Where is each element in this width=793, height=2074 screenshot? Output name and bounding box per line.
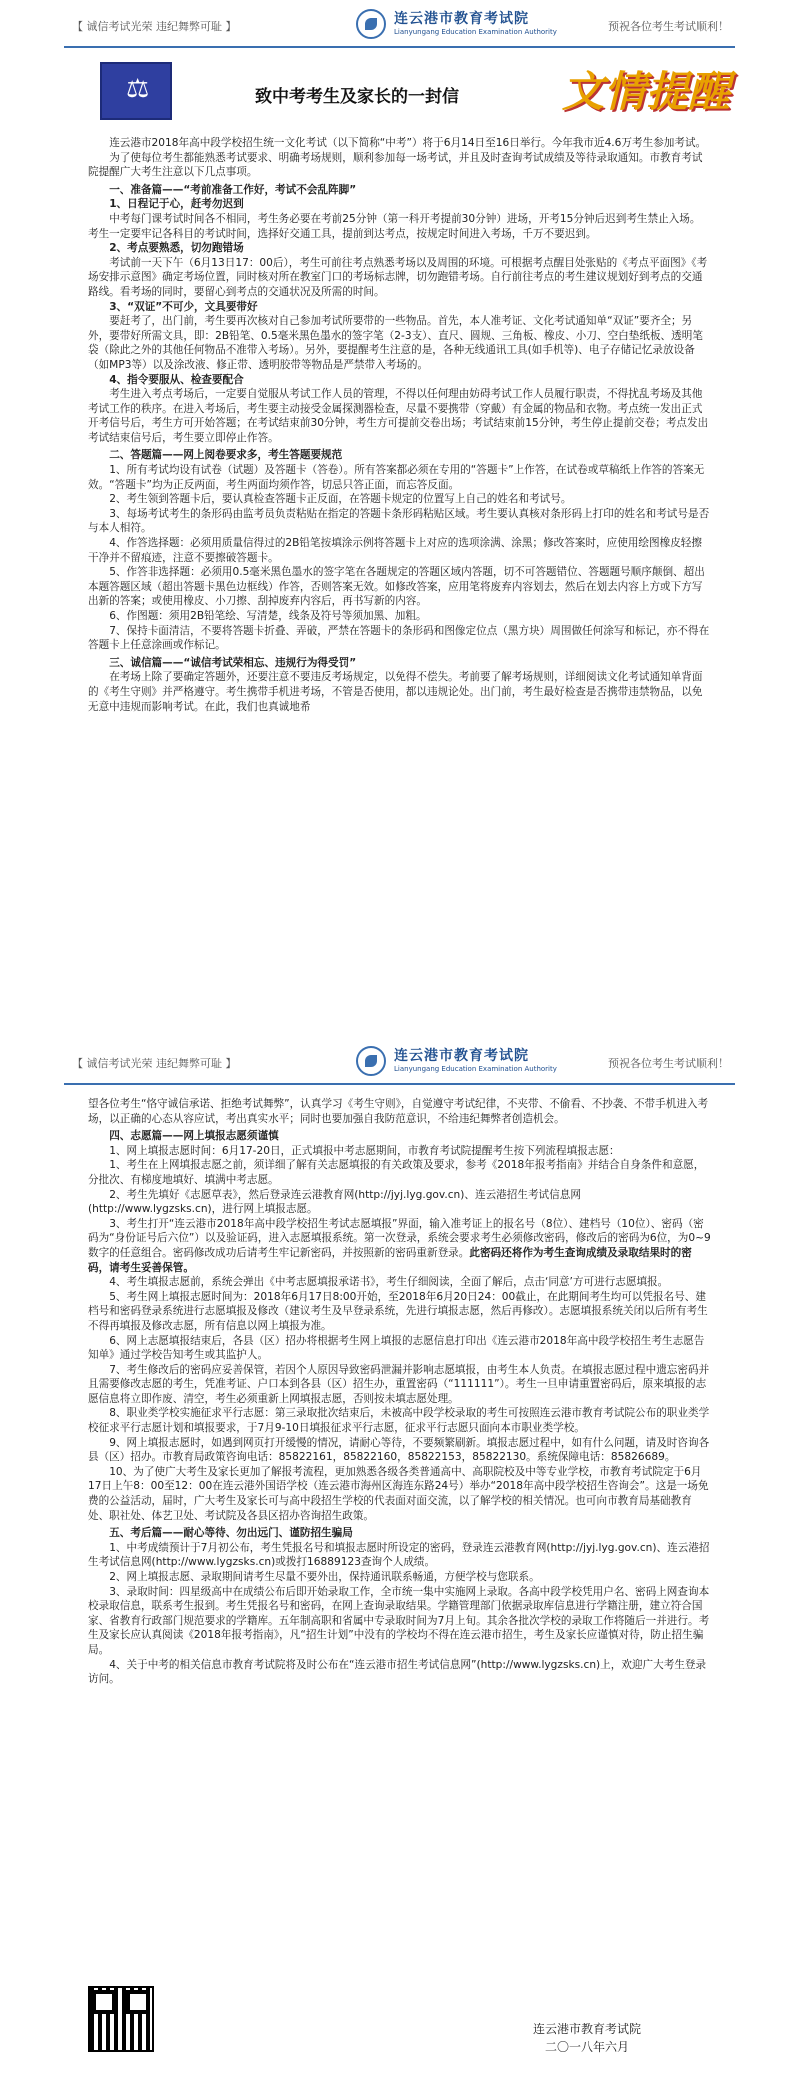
section-1-text-4: 考生进入考点考场后，一定要自觉服从考试工作人员的管理，不得以任何理由妨碍考试工作人员履行职责，不得扰乱考场及其他考试工作的秩序。在进入考场后，考生要主动接受金属探测器检查，尽量不要携带（穿戴）有金属的物品和衣物。考点统一发出正式开考信号后，考生方可开始答题；在考试结束前30分钟，考生方可提前交卷出场；考试结束前15分钟，考生停止提前交卷；考点发出考试结束信号后，考生要立即停止作答。 — [88, 388, 709, 444]
page-header — [64, 6, 735, 48]
section-2-item: 5、作答非选择题：必须用0.5毫米黑色墨水的签字笔在各题规定的答题区域内答题，切不可答题错位、答题题号顺序颠倒、超出本题答题区域（超出答题卡黑色边框线）作答，否则答案无效。如修改答案，应用笔将废弃内容划去，然后在划去内容上方或下方写出新的答案；或使用橡皮、小刀擦、刮掉废弃内容后，再书写新的内容。 — [88, 566, 705, 608]
logo-text-en: Lianyungang Education Examination Authority — [394, 1065, 557, 1073]
section-2-item: 4、作答选择题：必须用质量信得过的2B铅笔按填涂示例将答题卡上对应的选项涂满、涂黑；修改答案时，应使用绘图橡皮轻擦干净并不留痕迹，注意不要擦破答题卡。 — [88, 537, 702, 564]
section-2-item: 6、作图题：须用2B铅笔绘、写清楚，线条及符号等须加黑、加粗。 — [109, 610, 427, 622]
section-2-item: 2、考生领到答题卡后，要认真检查答题卡正反面，在答题卡规定的位置写上自己的姓名和考试号。 — [109, 493, 572, 506]
section-4-item: 4、考生填报志愿前，系统会弹出《中考志愿填报承诺书》，考生仔细阅读，全面了解后，点击‘同意’方可进行志愿填报。 — [109, 1276, 669, 1289]
authority-emblem-icon — [356, 9, 386, 39]
wish-slogan: 预祝各位考生考试顺利！ — [608, 20, 729, 33]
letter-body-part-2 — [88, 1097, 711, 1687]
section-2-item: 1、所有考试均设有试卷（试题）及答题卡（答卷）。所有答案都必须在专用的“答题卡”上作答，在试卷或草稿纸上作答的答案无效。“答题卡”均为正反两面，考生两面均须作答，切忌只答正面，而忘答反面。 — [88, 464, 705, 491]
section-4-item: 1、考生在上网填报志愿之前，须详细了解有关志愿填报的有关政策及要求，参考《2018年报考指南》并结合自身条件和意愿，分批次、有梯度地填好、填满中考志愿。 — [88, 1159, 705, 1186]
page-2 — [0, 1037, 793, 2074]
section-2-item: 7、保持卡面清洁，不要将答题卡折叠、弄破，严禁在答题卡的条形码和图像定位点（黑方块）周围做任何涂写和标记，亦不得在答题卡上任意涂画或作标记。 — [88, 624, 710, 652]
section-5-item: 4、关于中考的相关信息市教育考试院将及时公布在“连云港市招生考试信息网”(http://www.lygzsks.cn)上，欢迎广大考生登录访问。 — [88, 1658, 707, 1686]
section-4-item-3-text: 3、考生打开“连云港市2018年高中段学校招生考试志愿填报”界面，输入准考证上的报名号（8位）、建档号（10位）、密码（密码为“身份证号后六位”）以及验证码，进入志愿填报系统。第一次登录，系统会要求考生必须修改密码，修改后的密码为6位，为0~9数字的任意组合。密码修改成功后请考生牢记新密码，并按照新的密码重新登录。 — [88, 1217, 711, 1259]
letter-title: 致中考考生及家长的一封信 — [255, 87, 459, 107]
logo-text-cn: 连云港市教育考试院 — [394, 1048, 529, 1064]
authority-logo — [356, 8, 616, 42]
section-4-item: 7、考生修改后的密码应妥善保管，若因个人原因导致密码泄漏并影响志愿填报，由考生本人负责。在填报志愿过程中遗忘密码并且需要修改志愿的考生，凭准考证、户口本到各县（区）招生办，重置密码（“111111”）。考生一旦申请重置密码后，原来填报的志愿信息将立即作废、清空，考生必须重新上网填报志愿，否则按未填志愿处理。 — [88, 1363, 710, 1405]
section-4-item: 8、职业类学校实施征求平行志愿：第三录取批次结束后，未被高中段学校录取的考生可按照连云港市教育考试院公布的职业类学校征求平行志愿计划和填报要求，于7月9-10日填报征求平行志愿，征求平行志愿只面向本市职业类学校。 — [88, 1407, 710, 1435]
signature-block — [522, 2020, 652, 2056]
qr-code — [88, 1986, 154, 2052]
section-5-item: 3、录取时间：四星级高中在成绩公布后即开始录取工作，全市统一集中实施网上录取。各高中段学校凭用户名、密码上网查询本校录取信息，联系考生报到。考生凭报名号和密码，在网上查询录取结果。学籍管理部门依据录取库信息进行学籍注册，建立符合国家、省教育行政部门规范要求的学籍库。五年制高职和省属中专录取时间为7月上旬。其余各批次学校的录取工作将随后一并进行。考生及家长应认真阅读《2018年报考指南》，凡“招生计划”中没有的学校均不得在连云港市招生，考生及家长应谨慎对待，防止招生骗局。 — [88, 1585, 710, 1656]
wish-slogan: 预祝各位考生考试顺利！ — [608, 1057, 729, 1070]
section-2-item: 3、每场考试考生的条形码由监考员负责粘贴在指定的答题卡条形码粘贴区域。考生要认真核对条形码上打印的姓名和考试号是否与本人相符。 — [88, 507, 710, 535]
section-1-sub-2: 2、考点要熟悉，切勿跑错场 — [109, 242, 244, 255]
section-1-text-2: 考试前一天下午（6月13日17：00后），考生可前往考点熟悉考场以及周围的环境。可根据考点醒目处张贴的《考点平面图》《考场安排示意图》确定考场位置，同时核对所在教室门口的考场标志牌，切勿跑错考场。自行前往考点的考生建议规划好到考点的交通路线。看考场的同时，要留心到考点的交通状况及所需的时间。 — [88, 256, 708, 298]
letter-body-part-1 — [88, 136, 711, 714]
section-3-title: 三、诚信篇——“诚信考试荣相忘、违规行为得受罚” — [109, 656, 357, 669]
integrity-slogan: 【 诚信考试光荣 违纪舞弊可耻 】 — [72, 1057, 237, 1070]
signature-date: 二〇一八年六月 — [544, 2040, 629, 2054]
signature-org: 连云港市教育考试院 — [532, 2022, 641, 2036]
section-3-text-2: 望各位考生“恪守诚信承诺、拒绝考试舞弊”，认真学习《考生守则》，自觉遵守考试纪律，不夹带、不偷看、不抄袭、不带手机进入考场，以正确的心态从容应试，考出真实水平；同时也要加强自我防范意识，不给违纪舞弊者创造机会。 — [88, 1098, 709, 1125]
section-1-sub-4: 4、指令要服从、检查要配合 — [109, 373, 244, 386]
section-4-lead: 1、网上填报志愿时间：6月17-20日，正式填报中考志愿期间，市教育考试院提醒考生按下列流程填报志愿： — [109, 1144, 620, 1157]
section-1-title: 一、准备篇——“考前准备工作好，考试不会乱阵脚” — [109, 183, 357, 196]
section-1-sub-1: 1、日程记于心，赶考勿迟到 — [109, 198, 244, 211]
section-4-item: 2、考生先填好《志愿草表》，然后登录连云港教育网(http://jyj.lyg.gov.cn)、连云港招生考试信息网(http://www.lygzsks.cn)，进行网上填报志愿。 — [88, 1188, 581, 1216]
section-5-title: 五、考后篇——耐心等待、勿出远门、谨防招生骗局 — [109, 1527, 353, 1540]
logo-text-en: Lianyungang Education Examination Authority — [394, 28, 557, 36]
intro-para-2: 为了使每位考生都能熟悉考试要求、明确考场规则，顺利参加每一场考试，并且及时查询考试成绩及等待录取通知。市教育考试院提醒广大考生注意以下几点事项。 — [88, 151, 703, 179]
section-5-item: 1、中考成绩预计于7月初公布，考生凭报名号和填报志愿时所设定的密码，登录连云港教育网(http://jyj.lyg.gov.cn)、连云港招生考试信息网(http://www.lygzsks.cn)或拨打16889123查询个人成绩。 — [88, 1541, 710, 1569]
section-4-item: 6、网上志愿填报结束后，各县（区）招办将根据考生网上填报的志愿信息打印出《连云港市2018年高中段学校招生考生志愿告知单》通过学校告知考生或其监护人。 — [88, 1334, 705, 1362]
password-warning: 此密码还将作为考生查询成绩及录取结果时的密码，请考生妥善保管。 — [88, 1246, 692, 1274]
section-2-title: 二、答题篇——网上阅卷要求多，考生答题要规范 — [109, 449, 343, 462]
authority-logo — [356, 1045, 616, 1079]
logo-text-cn: 连云港市教育考试院 — [394, 11, 529, 27]
integrity-slogan: 【 诚信考试光荣 违纪舞弊可耻 】 — [72, 20, 237, 33]
section-4-title: 四、志愿篇——网上填报志愿须谨慎 — [109, 1130, 279, 1143]
section-1-text-1: 中考每门课考试时间各不相同，考生务必要在考前25分钟（第一科开考提前30分钟）进场，开考15分钟后迟到考生禁止入场。考生一定要牢记各科目的考试时间，选择好交通工具，提前到达考点，按规定时间进入考场，千万不要迟到。 — [88, 212, 701, 240]
section-5-item: 2、网上填报志愿、录取期间请考生尽量不要外出，保持通讯联系畅通，方便学校与您联系。 — [109, 1571, 540, 1583]
section-4-item: 5、考生网上填报志愿时间为：2018年6月17日8:00开始，至2018年6月20日24：00截止，在此期间考生均可以凭报名号、建档号和密码登录系统进行志愿填报及修改（建议考生及早登录系统，先进行填报志愿，然后再修改）。志愿填报系统关闭以后所有考生不得再填报及修改志愿，所有信息以网上填报为准。 — [88, 1290, 708, 1332]
justice-scale-badge — [100, 62, 172, 120]
intro-para-1: 连云港市2018年高中段学校招生统一文化考试（以下简称“中考”）将于6月14日至16日举行。今年我市近4.6万考生参加考试。 — [109, 137, 707, 149]
section-3-text-1: 在考场上除了要确定答题外，还要注意不要违反考场规定，以免得不偿失。考前要了解考场规则，详细阅读文化考试通知单背面的《考生守则》并严格遵守。考生携带手机进考场，不管是否使用，都以违规论处。出门前，考生最好检查是否携带违禁物品，以免无意中违规而影响考试。在此，我们也真诚地希 — [88, 671, 703, 713]
section-1-sub-3: 3、“双证”不可少，文具要带好 — [109, 300, 258, 313]
reminder-stamp: 文情提醒 — [562, 67, 731, 116]
section-4-item: 10、为了使广大考生及家长更加了解报考流程，更加熟悉各级各类普通高中、高职院校及中等专业学校，市教育考试院定于6月17日上午8：00至12：00在连云港外国语学校（连云港市海州区海连东路24号）举办“2018年高中段学校招生咨询会”。这是一场免费的公益活动，届时，广大考生及家长可与高中段招生学校的代表面对面交流，以了解学校的相关情况。也可向市教育局基础教育处、职社处、体艺卫处、考试院及各县区招办咨询招生政策。 — [88, 1465, 709, 1522]
section-4-item — [88, 1217, 711, 1275]
section-1-text-3: 要赶考了，出门前，考生要再次核对自己参加考试所要带的一些物品。首先，本人准考证、文化考试通知单“双证”要齐全；另外，要带好所需文具，即：2B铅笔、0.5毫米黑色墨水的签字笔（2-3支）、直尺、圆规、三角板、橡皮、小刀、空白垫纸板、透明笔袋（除此之外的其他任何物品不准带入考场）。另外，要提醒考生注意的是，各种无线通讯工具(如手机等)、电子存储记忆录放设备（如MP3等）以及涂改液、修正带、透明胶带等物品是严禁带入考场的。 — [88, 315, 703, 371]
section-4-item: 9、网上填报志愿时，如遇到网页打开缓慢的情况，请耐心等待，不要频繁刷新。填报志愿过程中，如有什么问题，请及时咨询各县（区）招办。市教育局政策咨询电话：85822161，85822160，85822153，85822130。系统保障电话：85826689。 — [88, 1436, 710, 1464]
page-header — [64, 1043, 735, 1085]
authority-emblem-icon — [356, 1046, 386, 1076]
scale-icon: ⚖ — [126, 74, 150, 104]
